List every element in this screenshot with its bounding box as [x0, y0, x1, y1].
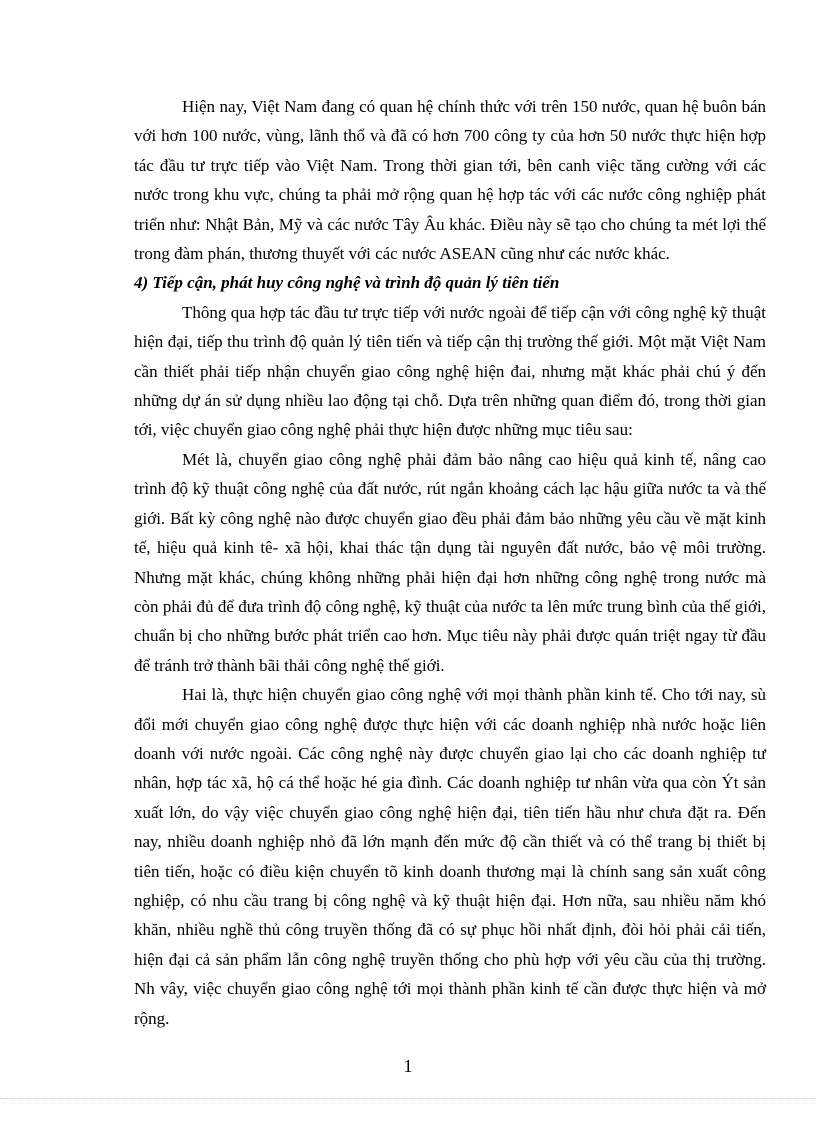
document-body: [134, 92, 766, 1033]
section-heading: 4) Tiếp cận, phát huy công nghệ và trình độ quản lý tiên tiến: [134, 273, 560, 293]
paragraph-goal-one: Mét là, chuyển giao công nghệ phải đảm bảo nâng cao hiệu quả kinh tế, nâng cao trình độ kỹ thuật công nghệ của đất nước, rút ngắn khoảng cách lạc hậu giữa nước ta và thế giới. Bất kỳ công nghệ nào được chuyển giao đều phải đảm bảo những yêu cầu về mặt kinh tế, hiệu quả kinh tê- xã hội, khai thác tận dụng tài nguyên đất nước, bảo vệ môi trường. Nhưng mặt khác, chúng không những phải hiện đại hơn những công nghệ trong nước mà còn phải đủ để đưa trình độ công nghệ, kỹ thuật của nước ta lên mức trung bình của thế giới, chuẩn bị cho những bước phát triển cao hơn. Mục tiêu này phải được quán triệt ngay từ đầu để tránh trở thành bãi thải công nghệ thế giới.: [134, 449, 766, 675]
page-number: 1: [403, 1056, 413, 1076]
paragraph-goal-two: Hai là, thực hiện chuyển giao công nghệ với mọi thành phần kinh tế. Cho tới nay, sù đổi mới chuyển giao công nghệ được thực hiện với các doanh nghiệp nhà nước hoặc liên doanh với nước ngoài. Các công nghệ này được chuyển giao lại cho các doanh nghiệp tư nhân, hợp tác xã, hộ cá thể hoặc hé gia đình. Các doanh nghiệp tư nhân vừa qua còn Ýt sản xuất lớn, do vậy việc chuyển giao công nghệ hiện đại, tiên tiến hầu như chưa đặt ra. Đến nay, nhiều doanh nghiệp nhỏ đã lớn mạnh đến mức độ cần thiết và có thể trang bị thiết bị tiên tiến, hoặc có điều kiện chuyển tõ kinh doanh thương mại là chính sang sản xuất công nghiệp, có nhu cầu trang bị công nghệ và kỹ thuật hiện đại. Hơn nữa, sau nhiều năm khó khăn, nhiều nghề thủ công truyền thống đã có sự phục hồi nhất định, đòi hỏi phải cải tiến, hiện đại cả sản phẩm lẫn công nghệ truyền thống cho phù hợp với yêu cầu của thị trường. Nh vây, việc chuyển giao công nghệ tới mọi thành phần kinh tế cần được thực hiện và mở rộng.: [134, 685, 766, 1028]
page-break-divider: [0, 1098, 816, 1099]
paragraph-overview: Thông qua hợp tác đầu tư trực tiếp với nước ngoài để tiếp cận với công nghệ kỹ thuật hiện đại, tiếp thu trình độ quản lý tiên tiến và tiếp cận thị trường thế giới. Một mặt Việt Nam cần thiết phải tiếp nhận chuyển giao công nghệ hiện đai, nhưng mặt khác phải chú ý đến những dự án sử dụng nhiều lao động tại chỗ. Dựa trên những quan điểm đó, trong thời gian tới, việc chuyển giao công nghệ phải thực hiện được những mục tiêu sau:: [134, 302, 766, 440]
paragraph-intro: Hiện nay, Việt Nam đang có quan hệ chính thức với trên 150 nước, quan hệ buôn bán với hơn 100 nước, vùng, lãnh thổ và đã có hơn 700 công ty của hơn 50 nước thực hiện hợp tác đầu tư trực tiếp vào Việt Nam. Trong thời gian tới, bên canh việc tăng cường với các nước trong khu vực, chúng ta phải mở rộng quan hệ hợp tác với các nước công nghiệp phát triển như: Nhật Bản, Mỹ và các nước Tây Âu khác. Điều này sẽ tạo cho chúng ta mét lợi thế trong đàm phán, thương thuyết với các nước ASEAN cũng như các nước khác.: [134, 97, 766, 264]
